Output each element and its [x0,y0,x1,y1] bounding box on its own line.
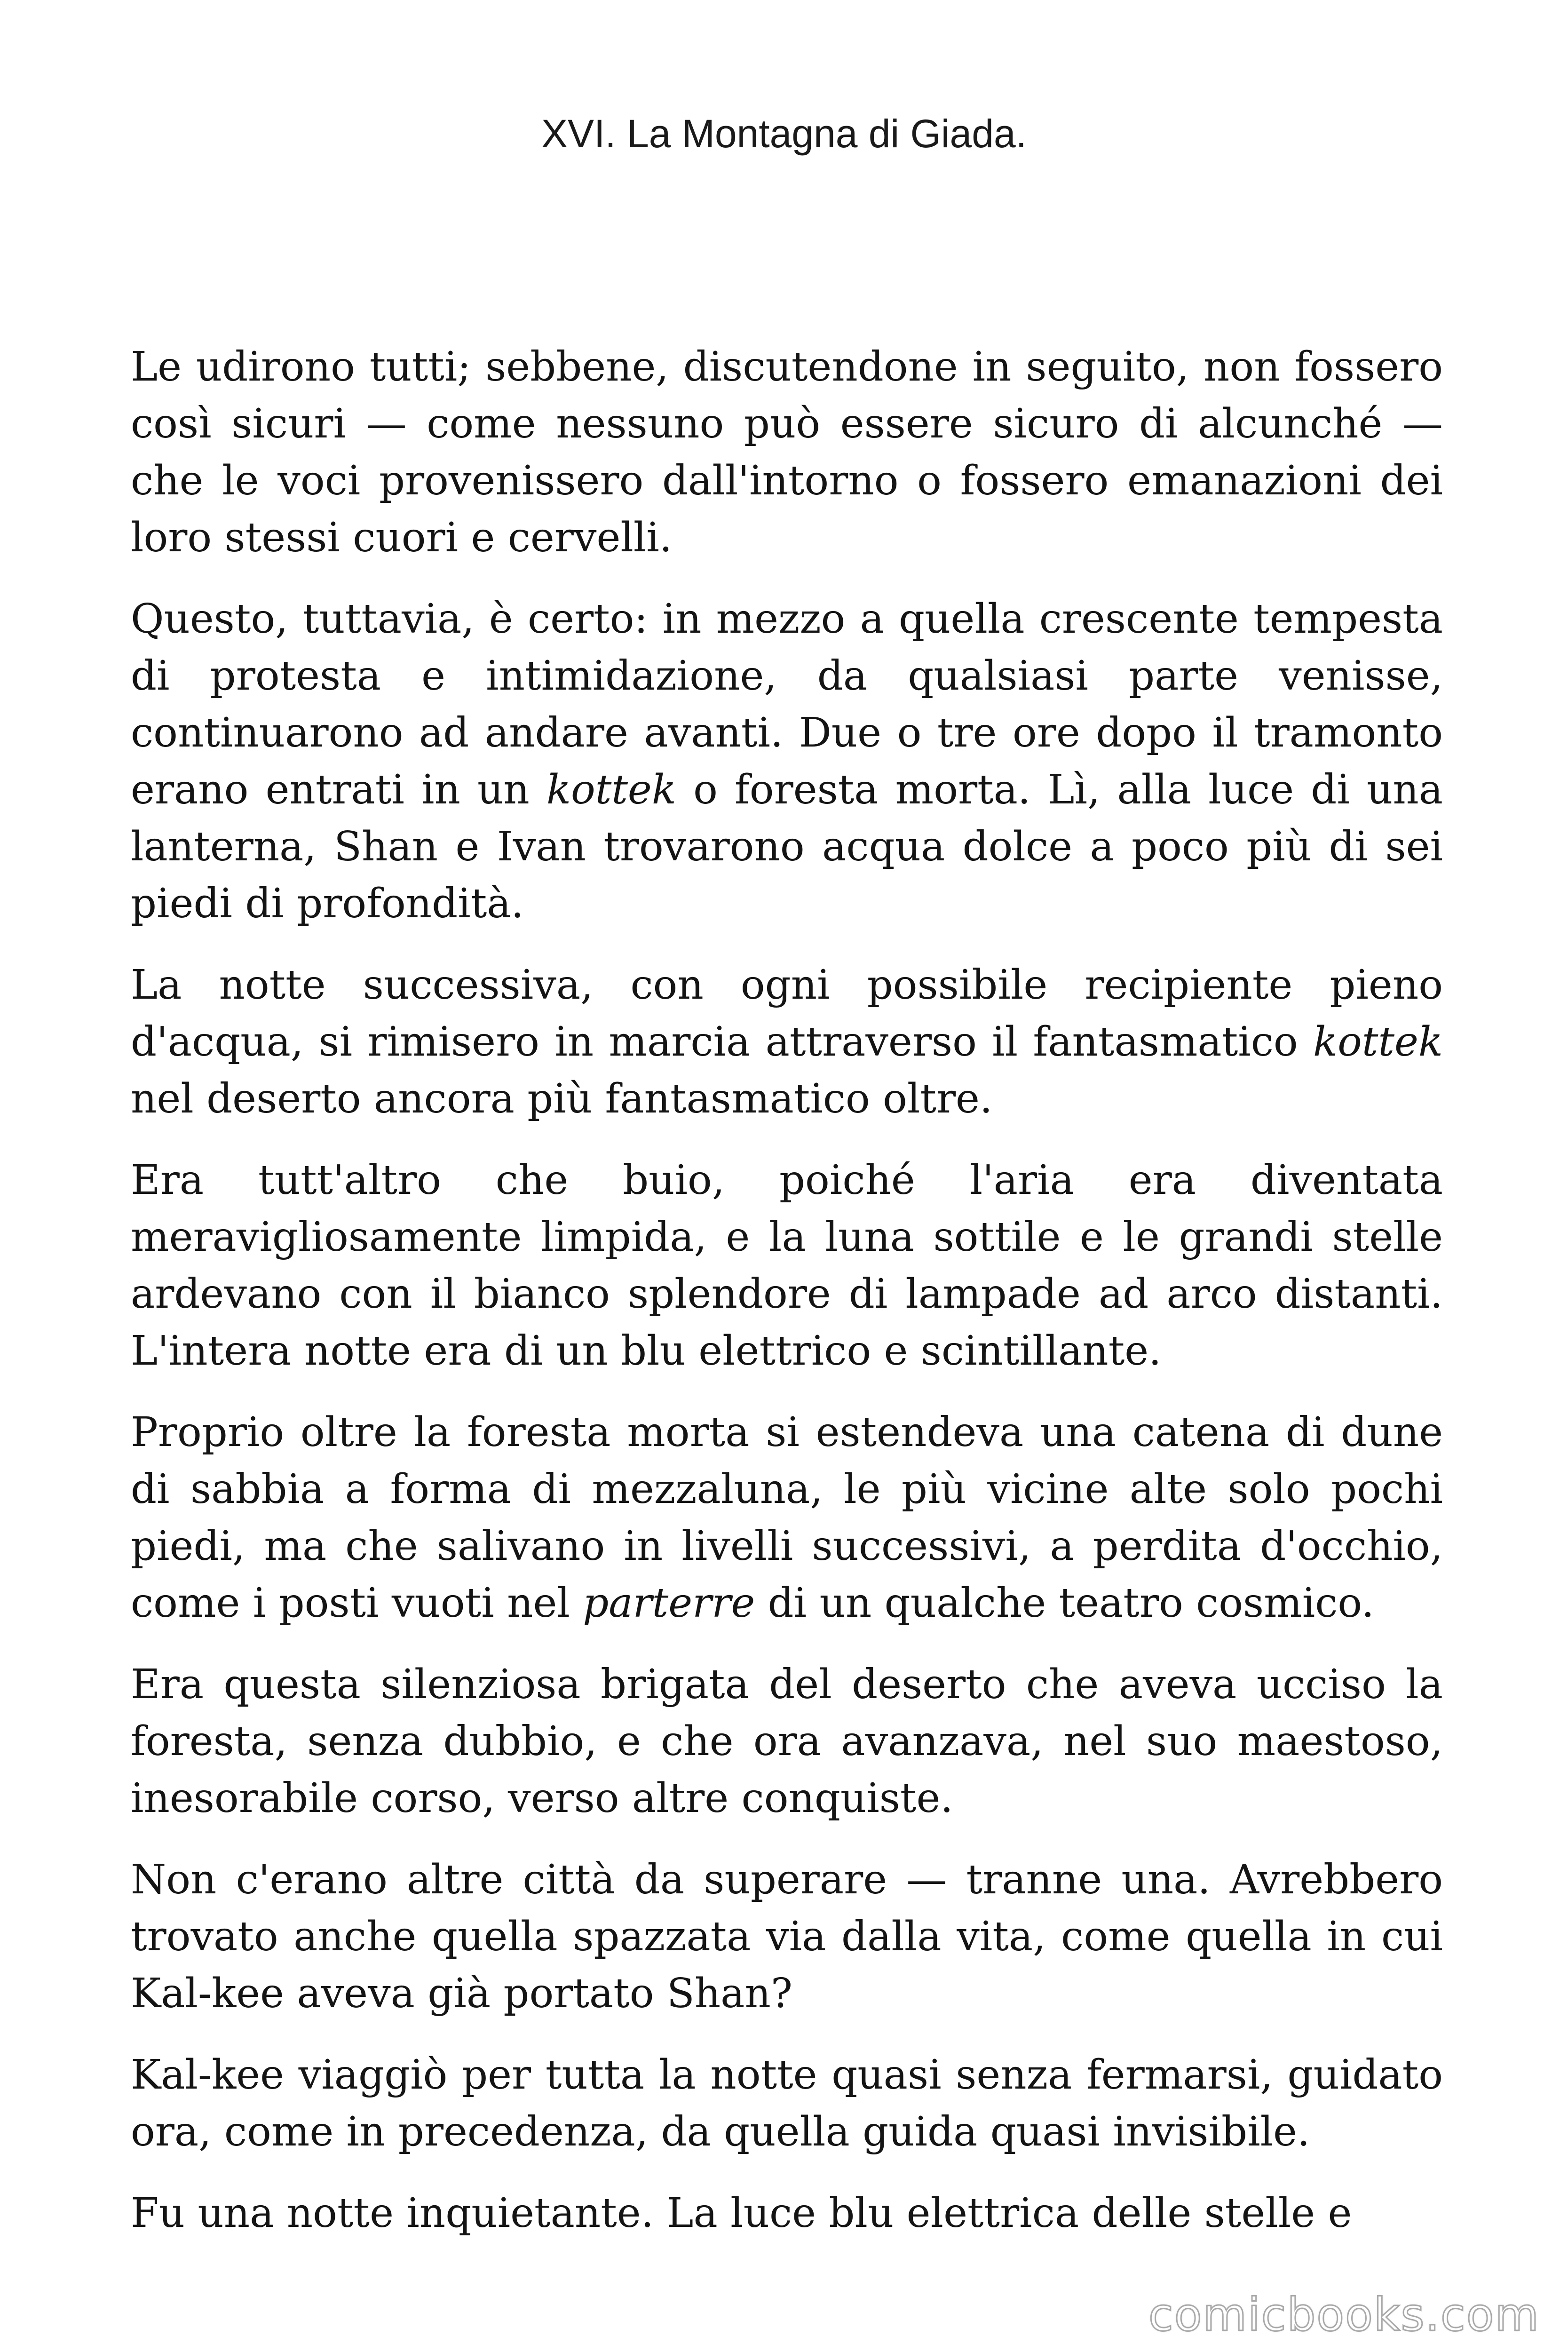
body-text [131,339,1443,2266]
paragraph [131,1404,1443,1632]
text-run: Era questa silenziosa brigata del deserto che aveva ucciso la foresta, senza dubbio, e che ora avanzava, nel suo maestoso, inesorabile corso, verso altre conquiste. [131,1661,1443,1822]
italic-term: kottek [1313,1018,1443,1065]
text-run: Kal-kee viaggiò per tutta la notte quasi senza fermarsi, guidato ora, come in precedenza, da quella guida quasi invisibile. [131,2051,1443,2155]
text-run: Le udirono tutti; sebbene, discutendone in seguito, non fossero così sicuri — come nessuno può essere sicuro di alcunché — che le voci provenissero dall'intorno o fossero emanazioni dei loro stessi cuori e cervelli. [131,343,1443,561]
text-run: Fu una notte inquietante. La luce blu elettrica delle stelle e [131,2190,1352,2237]
text-run: La notte successiva, con ogni possibile recipiente pieno d'acqua, si rimisero in marcia attraverso il fantasmatico [131,961,1443,1065]
text-run: di un qualche teatro cosmico. [755,1580,1374,1627]
text-run: Era tutt'altro che buio, poiché l'aria era diventata meravigliosamente limpida, e la luna sottile e le grandi stelle ardevano con il bianco splendore di lampade ad arco distanti. L'intera notte era di un blu elettrico e scintillante. [131,1157,1443,1375]
paragraph [131,2185,1443,2242]
italic-term: kottek [546,766,676,813]
text-run: nel deserto ancora più fantasmatico oltre. [131,1075,993,1122]
paragraph [131,1656,1443,1827]
paragraph [131,957,1443,1128]
paragraph [131,1851,1443,2022]
text-run: o foresta morta. Lì, alla luce di una lanterna, Shan e Ivan trovarono acqua dolce a poco più di sei piedi di profondità. [131,766,1443,927]
text-run: Proprio oltre la foresta morta si estendeva una catena di dune di sabbia a forma di mezzaluna, le più vicine alte solo pochi piedi, ma che salivano in livelli successivi, a perdita d'occhio, come i posti vuoti nel [131,1409,1443,1627]
watermark: comicbooks.com [1148,2288,1540,2341]
text-run: Non c'erano altre città da superare — tranne una. Avrebbero trovato anche quella spazzata via dalla vita, come quella in cui Kal-kee aveva già portato Shan? [131,1856,1443,2017]
chapter-title: XVI. La Montagna di Giada. [541,111,1027,156]
text-run: Questo, tuttavia, è certo: in mezzo a quella crescente tempesta di protesta e intimidazione, da qualsiasi parte venisse, continuarono ad andare avanti. Due o tre ore dopo il tramonto erano entrati in un [131,596,1443,813]
paragraph [131,591,1443,932]
italic-term: parterre [583,1580,755,1627]
paragraph [131,2047,1443,2161]
paragraph [131,339,1443,566]
paragraph [131,1152,1443,1380]
